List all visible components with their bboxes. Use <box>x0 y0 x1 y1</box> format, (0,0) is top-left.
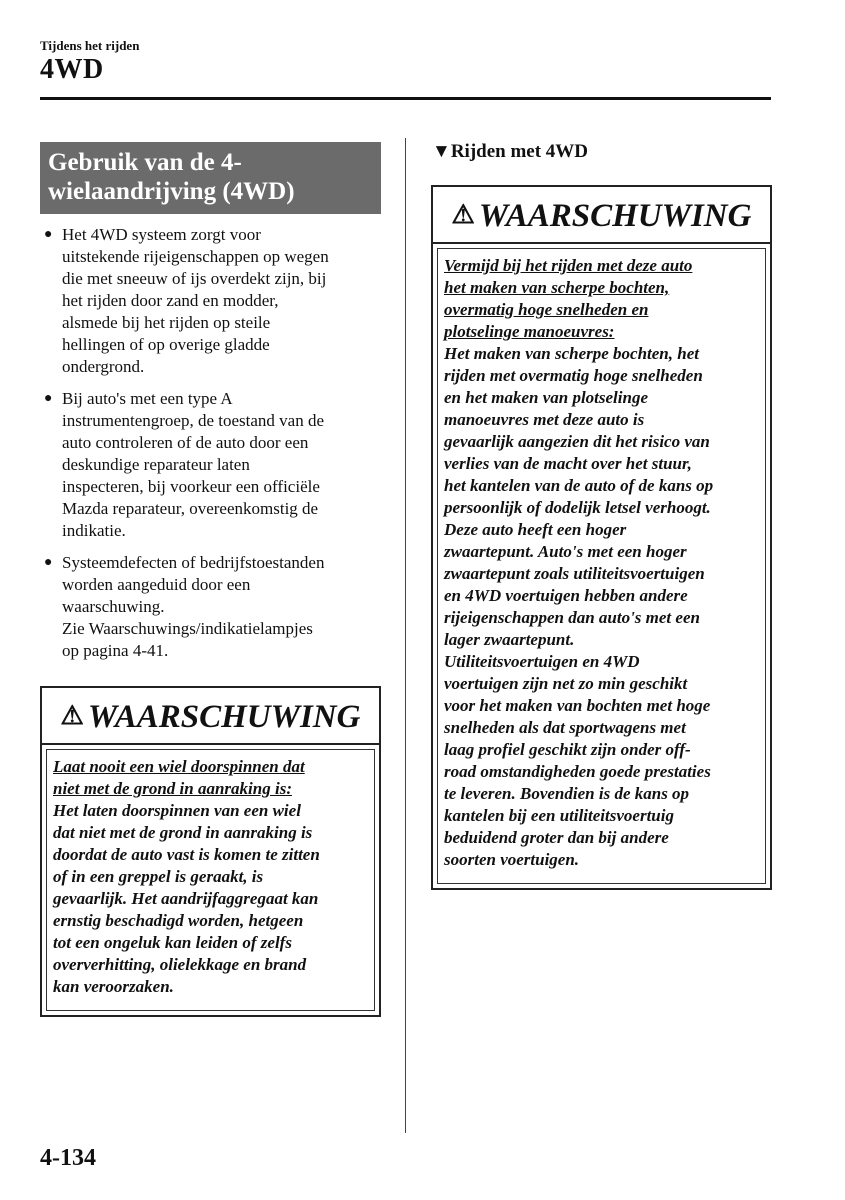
column-divider <box>405 138 406 1133</box>
warning-lead: Vermijd bij het rijden met deze auto het maken van scherpe bochten, overmatig hoge snelheden en plotselinge manoeuvres: <box>444 256 693 341</box>
page-number: 4-134 <box>40 1145 96 1171</box>
warning-body <box>437 248 766 884</box>
running-header: Tijdens het rijden <box>40 38 140 53</box>
warning-box-right <box>431 185 772 890</box>
bullet-text: Bij auto's met een type A instrumentengroep, de toestand van de auto controleren of de auto door een deskundige reparateur laten inspecteren, bij voorkeur een officiële Mazda reparateur, overeenkomstig de indikatie. <box>62 389 325 540</box>
bullet-text: Het 4WD systeem zorgt voor uitstekende rijeigenschappen op wegen die met sneeuw of ijs overdekt zijn, bij het rijden door zand en modder, alsmede bij het rijden op steile hellingen of op overige gladde ondergrond. <box>62 225 329 376</box>
warning-triangle-icon: ⚠ <box>60 701 84 730</box>
warning-title: WAARSCHUWING <box>87 699 361 735</box>
triangle-down-icon: ▼ <box>432 141 451 162</box>
list-item <box>40 552 380 662</box>
chapter-title: 4WD <box>40 54 104 85</box>
subheading <box>432 141 588 163</box>
warning-box-left <box>40 686 381 1017</box>
section-title-text: Gebruik van de 4- wielaandrijving (4WD) <box>48 149 295 205</box>
warning-triangle-icon: ⚠ <box>451 200 475 229</box>
bullet-icon: ● <box>44 391 53 406</box>
warning-header <box>433 187 770 244</box>
header-rule <box>40 97 771 100</box>
list-item <box>40 224 380 378</box>
bullet-icon: ● <box>44 555 53 570</box>
warning-header <box>42 688 379 745</box>
bullet-list <box>40 224 380 672</box>
warning-text: Het maken van scherpe bochten, het rijden met overmatig hoge snelheden en het maken van plotselinge manoeuvres met deze auto is gevaarlijk aangezien dit het risico van verlies van de macht over het stuur, het kantelen van de auto of de kans op persoonlijk of dodelijk letsel verhoogt. Deze auto heeft een hoger zwaartepunt. Auto's met een hoger zwaartepunt zoals utiliteitsvoertuigen en 4WD voertuigen hebben andere rijeigenschappen dan auto's met een lager zwaartepunt. Utiliteitsvoertuigen en 4WD voertuigen zijn net zo min geschikt voor het maken van bochten met hoge snelheden als dat sportwagens met laag profiel geschikt zijn onder off- road omstandigheden goede prestaties te leveren. Bovendien is de kans op kantelen bij een utiliteitsvoertuig beduidend groter dan bij andere soorten voertuigen. <box>444 344 714 869</box>
warning-title: WAARSCHUWING <box>478 198 752 234</box>
section-title <box>40 142 381 214</box>
warning-body <box>46 749 375 1011</box>
bullet-icon: ● <box>44 227 53 242</box>
subheading-text: Rijden met 4WD <box>450 141 589 162</box>
bullet-text: Systeemdefecten of bedrijfstoestanden worden aangeduid door een waarschuwing. Zie Waarschuwings/indikatielampjes op pagina 4-41. <box>62 553 325 660</box>
list-item <box>40 388 380 542</box>
warning-lead: Laat nooit een wiel doorspinnen dat niet met de grond in aanraking is: <box>53 757 305 798</box>
warning-text: Het laten doorspinnen van een wiel dat niet met de grond in aanraking is doordat de auto vast is komen te zitten of in een greppel is geraakt, is gevaarlijk. Het aandrijfaggregaat kan ernstig beschadigd worden, hetgeen tot een ongeluk kan leiden of zelfs oververhitting, olielekkage en brand kan veroorzaken. <box>53 801 320 996</box>
